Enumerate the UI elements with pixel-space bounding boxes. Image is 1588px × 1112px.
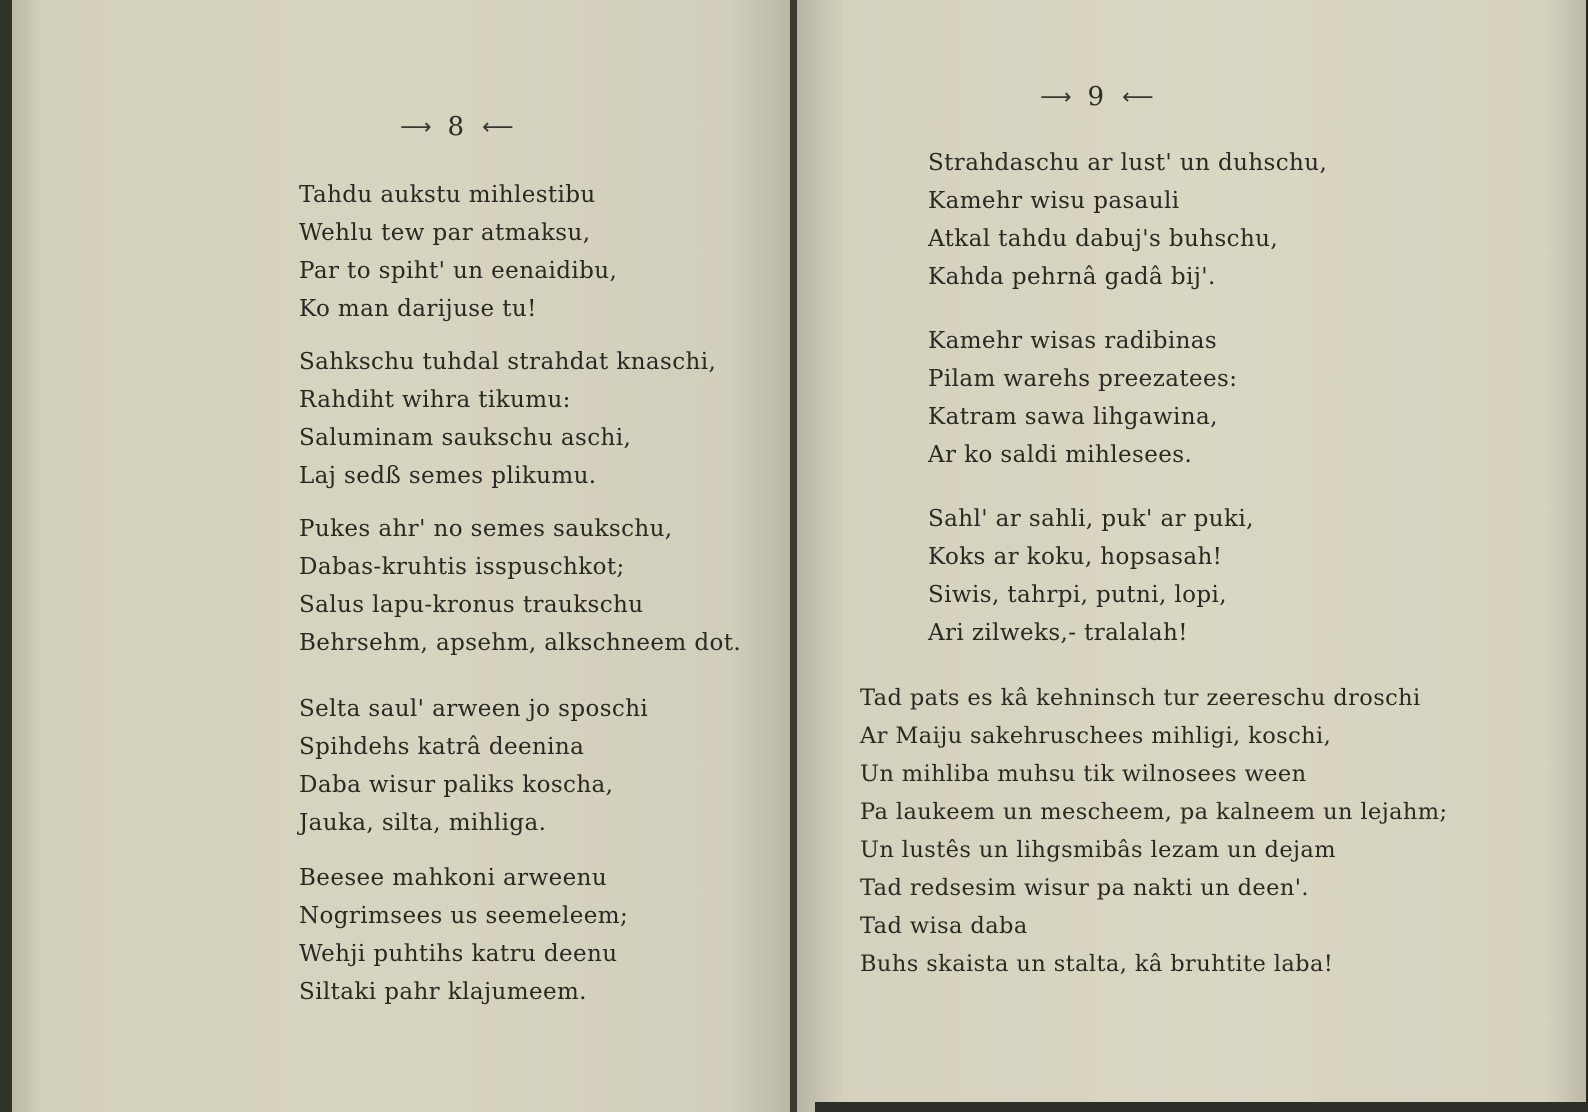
page-bottom-shadow	[815, 1102, 1588, 1112]
verse-line: Beesee mahkoni arweenu	[299, 865, 608, 891]
verse-line: Behrsehm, apsehm, alkschneem dot.	[299, 630, 742, 656]
flourish-right-icon: ⟵	[482, 114, 512, 140]
verse-line: Jauka, silta, mihliga.	[299, 810, 547, 836]
verse-line: Siwis, tahrpi, putni, lopi,	[928, 582, 1228, 608]
verse-line: Buhs skaista un stalta, kâ bruhtite laba!	[860, 951, 1334, 977]
right-final-stanza	[860, 679, 1448, 983]
verse-line: Kamehr wisu pasauli	[928, 188, 1180, 214]
verse-line: Koks ar koku, hopsasah!	[928, 544, 1223, 570]
verse-line: Ko man darijuse tu!	[299, 296, 537, 322]
right-page	[797, 0, 1586, 1112]
verse-line: Pa laukeem un meschеem, pa kalneem un lejahm;	[860, 799, 1448, 825]
verse-line: Pilam warehs preezatees:	[928, 366, 1238, 392]
verse-line: Tad wisa daba	[860, 913, 1028, 939]
left-page	[12, 0, 792, 1112]
verse-line: Wehji puhtihs katru deenu	[299, 941, 618, 967]
right-page-number: 9	[1087, 82, 1105, 112]
left-stanza-5	[299, 859, 628, 1011]
verse-line: Par to spiht' un eenaidibu,	[299, 258, 618, 284]
flourish-left-icon: ⟶	[400, 114, 430, 140]
left-page-header	[400, 112, 512, 142]
verse-line: Dabas-kruhtis isspuschkot;	[299, 554, 625, 580]
verse-line: Saluminam saukschu aschi,	[299, 425, 632, 451]
verse-line: Wehlu tew par atmaksu,	[299, 220, 591, 246]
left-stanza-3	[299, 510, 741, 662]
verse-line: Selta saul' arween jo sposchi	[299, 696, 649, 722]
verse-line: Katram sawa lihgawina,	[928, 404, 1218, 430]
verse-line: Tad pats es kâ kehninsch tur zeereschu droschi	[860, 685, 1421, 711]
verse-line: Pukes ahr' no semes saukschu,	[299, 516, 673, 542]
left-stanza-1	[299, 176, 617, 328]
verse-line: Ar ko saldi mihlesees.	[928, 442, 1193, 468]
verse-line: Un mihliba muhsu tik wilnosees ween	[860, 761, 1307, 787]
verse-line: Ar Maiju sakehruschees mihligi, koschi,	[860, 723, 1332, 749]
left-stanza-2	[299, 343, 716, 495]
verse-line: Salus lapu-kronus traukschu	[299, 592, 644, 618]
verse-line: Un lustês un lihgsmibâs lezam un dejam	[860, 837, 1336, 863]
verse-line: Laj sedß semes plikumu.	[299, 463, 597, 489]
flourish-right-icon: ⟵	[1122, 84, 1152, 110]
verse-line: Ari zilweks,- tralalah!	[928, 620, 1188, 646]
flourish-left-icon: ⟶	[1040, 84, 1070, 110]
right-stanza-3	[928, 500, 1254, 652]
verse-line: Sahl' ar sahli, puk' ar puki,	[928, 506, 1254, 532]
left-stanza-4	[299, 690, 648, 842]
right-stanza-1	[928, 144, 1327, 296]
verse-line: Tahdu aukstu mihlestibu	[299, 182, 596, 208]
verse-line: Tad redsesim wisur pa nakti un deen'.	[860, 875, 1309, 901]
verse-line: Atkal tahdu dabuj's buhschu,	[928, 226, 1279, 252]
verse-line: Rahdiht wihra tikumu:	[299, 387, 571, 413]
left-page-number: 8	[447, 112, 465, 142]
verse-line: Sahkschu tuhdal strahdat knaschi,	[299, 349, 717, 375]
verse-line: Nogrimsees us seemeleem;	[299, 903, 629, 929]
right-page-header	[1040, 82, 1152, 112]
verse-line: Kahda pehrnâ gadâ bij'.	[928, 264, 1216, 290]
right-stanza-2	[928, 322, 1237, 474]
verse-line: Strahdaschu ar lust' un duhschu,	[928, 150, 1328, 176]
verse-line: Siltaki pahr klajumeem.	[299, 979, 587, 1005]
verse-line: Kamehr wisas radibinas	[928, 328, 1218, 354]
verse-line: Spihdehs katrâ deenina	[299, 734, 585, 760]
verse-line: Daba wisur paliks koscha,	[299, 772, 614, 798]
